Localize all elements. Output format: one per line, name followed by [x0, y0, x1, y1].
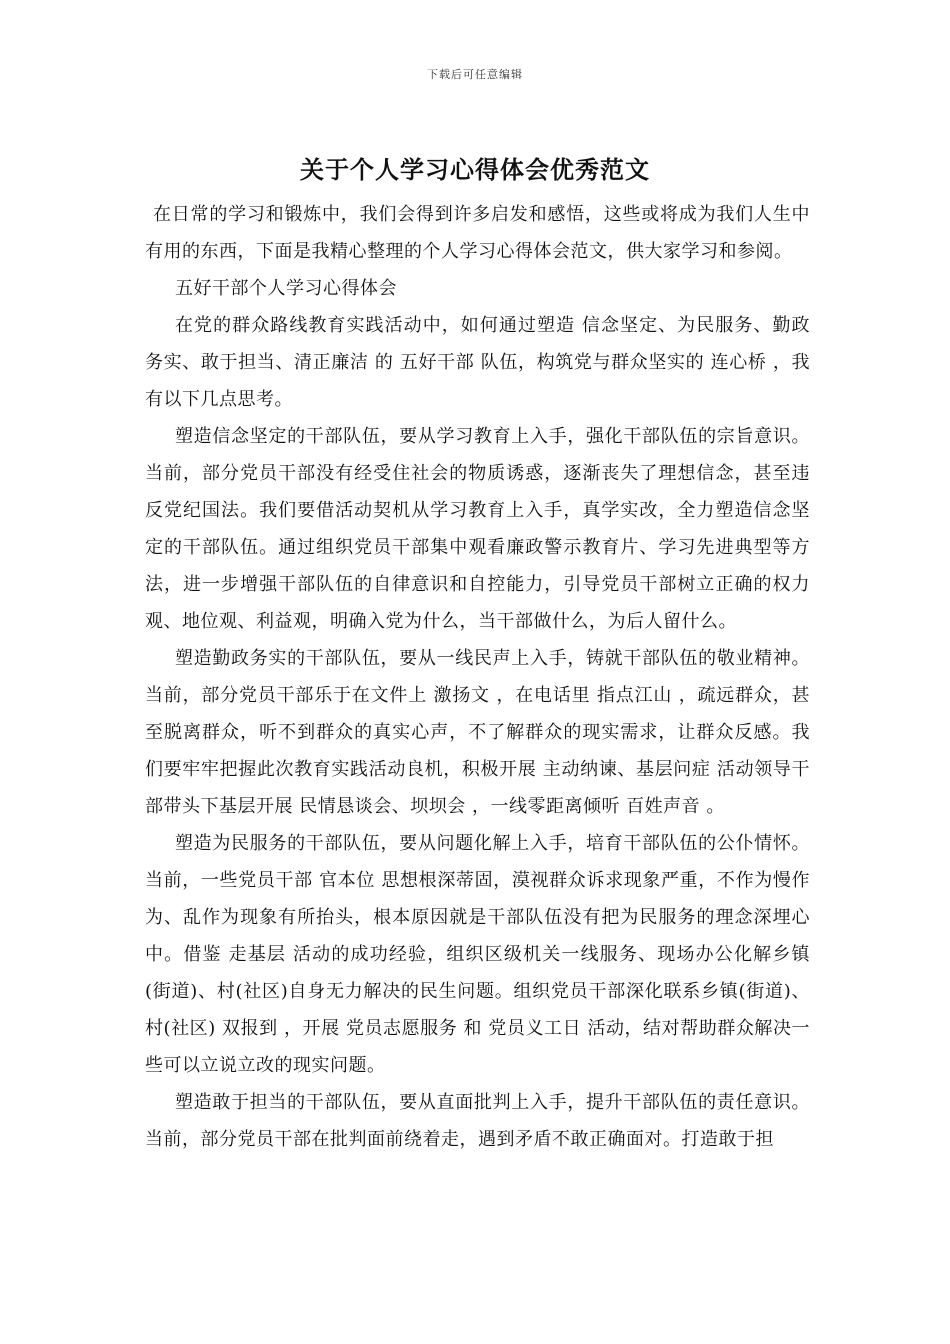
body-paragraph: 塑造信念坚定的干部队伍，要从学习教育上入手，强化干部队伍的宗旨意识。当前，部分党员干部没有经受住社会的物质诱惑，逐渐丧失了理想信念，甚至违反党纪国法。我们要借活动契机从学习教育上入手，真学实改，全力塑造信念坚定的干部队伍。通过组织党员干部集中观看廉政警示教育片、学习先进典型等方法，进一步增强干部队伍的自律意识和自控能力，引导党员干部树立正确的权力观、地位观、利益观，明确入党为什么，当干部做什么，为后人留什么。: [145, 426, 810, 632]
body-paragraph: 在党的群众路线教育实践活动中，如何通过塑造 信念坚定、为民服务、勤政务实、敢于担当、清正廉洁 的 五好干部 队伍，构筑党与群众坚实的 连心桥 ，我有以下几点思考。: [145, 315, 810, 410]
body-paragraph: 塑造为民服务的干部队伍，要从问题化解上入手，培育干部队伍的公仆情怀。当前，一些党员干部 官本位 思想根深蒂固，漠视群众诉求现象严重，不作为慢作为、乱作为现象有所抬头，根本原因就是干部队伍没有把为民服务的理念深埋心中。借鉴 走基层 活动的成功经验，组织区级机关一线服务、现场办公化解乡镇(街道)、村(社区)自身无力解决的民生问题。组织党员干部深化联系乡镇(街道)、村(社区) 双报到 ，开展 党员志愿服务 和 党员义工日 活动，结对帮助群众解决一些可以立说立改的现实问题。: [145, 833, 810, 1076]
body-paragraph: 塑造敢于担当的干部队伍，要从直面批判上入手，提升干部队伍的责任意识。当前，部分党员干部在批判面前绕着走，遇到矛盾不敢正确面对。打造敢于担: [145, 1092, 810, 1150]
intro-paragraph: 在日常的学习和锻炼中，我们会得到许多启发和感悟，这些或将成为我们人生中有用的东西，下面是我精心整理的个人学习心得体会范文，供大家学习和参阅。: [145, 204, 810, 262]
document-title: 关于个人学习心得体会优秀范文: [300, 155, 650, 184]
document-body: [145, 196, 810, 1158]
section-heading: 五好干部个人学习心得体会: [175, 278, 397, 299]
page-header: 下载后可任意编辑: [427, 68, 523, 81]
body-paragraph: 塑造勤政务实的干部队伍，要从一线民声上入手，铸就干部队伍的敬业精神。当前，部分党员干部乐于在文件上 激扬文 ，在电话里 指点江山 ，疏远群众，甚至脱离群众，听不到群众的真实心声，不了解群众的现实需求，让群众反感。我们要牢牢把握此次教育实践活动良机，积极开展 主动纳谏、基层问症 活动领导干部带头下基层开展 民情恳谈会、坝坝会 ，一线零距离倾听 百姓声音 。: [145, 648, 810, 817]
